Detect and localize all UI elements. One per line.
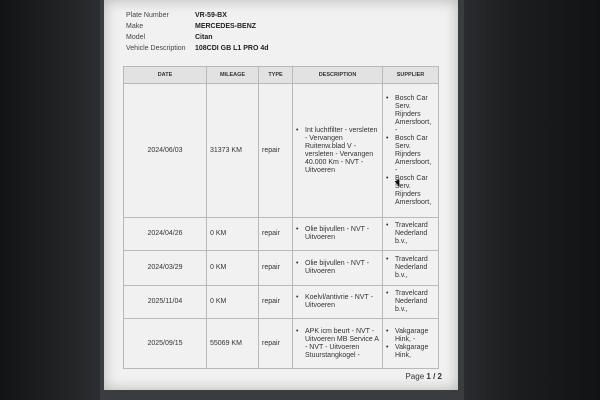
supplier-cell [383, 84, 439, 218]
mileage-cell: 0 KM [207, 218, 259, 251]
page-label: Page [405, 372, 425, 381]
description-cell [293, 84, 383, 218]
description-item: • APK icm beurt - NVT - Uitvoeren MB Service A - NVT - Uitvoeren Stuurstangkogel - [296, 327, 379, 359]
plate-label: Plate Number [126, 12, 169, 19]
header-mileage: MILEAGE [207, 67, 259, 84]
vehicle-row-make [126, 21, 426, 32]
background-left [0, 0, 100, 400]
description-cell [293, 286, 383, 319]
type-cell: repair [259, 251, 293, 286]
background-right [460, 0, 600, 400]
type-cell: repair [259, 218, 293, 251]
description-item: • Int luchtfilter - versleten - Vervangen Ruitenw.blad V - versleten - Vervangen 40.000 Km - NVT - Uitvoeren [296, 126, 378, 174]
table-row [124, 84, 439, 218]
vehicle-description-label: Vehicle Description [126, 45, 186, 52]
date-cell: 2025/09/15 [124, 319, 207, 369]
description-cell [293, 319, 383, 369]
table-header-row [124, 67, 439, 84]
supplier-item: • Travelcard Nederland b.v., [386, 256, 428, 279]
date-cell: 2024/03/29 [124, 251, 207, 286]
description-cell [293, 218, 383, 251]
description-item: • Olie bijvullen - NVT - Uitvoeren [296, 260, 370, 275]
header-supplier: SUPPLIER [383, 67, 439, 84]
document-page [104, 0, 458, 390]
date-cell: 2025/11/04 [124, 286, 207, 319]
page-indicator [405, 372, 442, 381]
page-total: 2 [437, 372, 442, 381]
table-row [124, 319, 439, 369]
supplier-item: • Travelcard Nederland b.v., [386, 290, 428, 313]
make-label: Make [126, 23, 144, 30]
supplier-item: • Vakgarage Hink, - [386, 327, 429, 343]
supplier-item: • Travelcard Nederland b.v., [386, 222, 428, 245]
header-date: DATE [124, 67, 207, 84]
vehicle-row-plate [126, 10, 426, 21]
type-cell: repair [259, 286, 293, 319]
date-cell: 2024/04/26 [124, 218, 207, 251]
model-label: Model [126, 34, 146, 41]
table-row [124, 251, 439, 286]
supplier-item: • Bosch Car Serv. Rijnders Amersfoort, - [386, 134, 432, 174]
model-value: Citan [195, 34, 213, 41]
supplier-cell [383, 251, 439, 286]
mileage-cell: 31373 KM [207, 84, 259, 218]
page-separator: / [433, 372, 436, 381]
table-row [124, 286, 439, 319]
make-value: MERCEDES-BENZ [195, 23, 257, 30]
type-cell: repair [259, 84, 293, 218]
supplier-item: • Bosch Car Serv. Rijnders Amersfoort, - [386, 94, 432, 134]
description-cell [293, 251, 383, 286]
page-current: 1 [426, 372, 431, 381]
header-description: DESCRIPTION [293, 67, 383, 84]
mileage-cell: 0 KM [207, 286, 259, 319]
vehicle-description-value: 108CDI GB L1 PRO 4d [195, 45, 269, 52]
date-cell: 2024/06/03 [124, 84, 207, 218]
service-history-table [123, 66, 439, 369]
type-cell: repair [259, 319, 293, 369]
mileage-cell: 0 KM [207, 251, 259, 286]
mileage-cell: 55069 KM [207, 319, 259, 369]
vehicle-info [126, 10, 426, 54]
supplier-cell [383, 319, 439, 369]
supplier-item: • Bosch Car Serv. Rijnders Amersfoort, [386, 174, 432, 206]
vehicle-row-description [126, 43, 426, 54]
header-type: TYPE [259, 67, 293, 84]
table-row [124, 218, 439, 251]
description-item: • Olie bijvullen - NVT - Uitvoeren [296, 226, 370, 241]
supplier-cell [383, 286, 439, 319]
supplier-item: • Vakgarage Hink, [386, 343, 429, 359]
supplier-cell [383, 218, 439, 251]
plate-value: VR-59-BX [195, 12, 227, 19]
description-item: • Koelvl/antivrie - NVT - Uitvoeren [296, 294, 373, 309]
vehicle-row-model [126, 32, 426, 43]
